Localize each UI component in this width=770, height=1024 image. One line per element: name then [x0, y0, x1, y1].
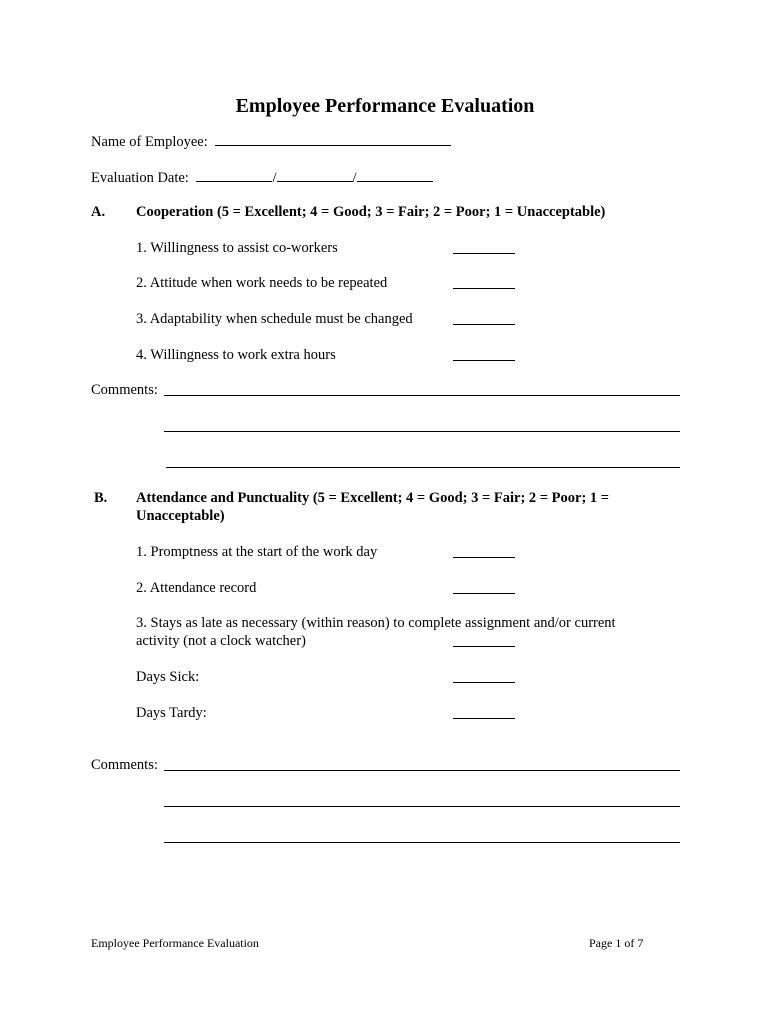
section-a-comments-line[interactable] [166, 467, 680, 468]
section-a-score-field[interactable] [453, 360, 515, 361]
date-year-field[interactable] [357, 167, 433, 182]
section-a-score-field[interactable] [453, 253, 515, 254]
section-a-letter: A. [91, 204, 106, 220]
section-a-item: 2. Attitude when work needs to be repeated [136, 275, 388, 291]
section-a-item: 4. Willingness to work extra hours [136, 347, 336, 363]
section-a-score-field[interactable] [453, 324, 515, 325]
section-b-comments-line[interactable] [164, 806, 680, 807]
evaluation-date-label: Evaluation Date: [91, 170, 189, 186]
section-a-score-field[interactable] [453, 288, 515, 289]
section-a-heading: Cooperation (5 = Excellent; 4 = Good; 3 = Fair; 2 = Poor; 1 = Unacceptable) [136, 204, 606, 220]
section-b-score-field[interactable] [453, 593, 515, 594]
page-title: Employee Performance Evaluation [235, 95, 535, 117]
section-b-heading: Attendance and Punctuality (5 = Excellent; 4 = Good; 3 = Fair; 2 = Poor; 1 = Unacceptable) [136, 490, 610, 524]
section-a-item: 1. Willingness to assist co-workers [136, 240, 338, 256]
section-b-item: 3. Stays as late as necessary (within reason) to complete assignment and/or current activity (not a clock watcher) [136, 615, 616, 649]
date-separator: / [352, 170, 357, 186]
days-tardy-label: Days Tardy: [136, 705, 207, 721]
section-b-comments-line[interactable] [164, 770, 680, 771]
section-b-comments-label: Comments: [91, 757, 158, 773]
section-b-letter: B. [94, 490, 108, 506]
date-day-field[interactable] [277, 167, 353, 182]
days-tardy-field[interactable] [453, 718, 515, 719]
date-month-field[interactable] [196, 167, 272, 182]
employee-name-field[interactable] [215, 131, 451, 146]
section-b-comments-line[interactable] [164, 842, 680, 843]
section-b-item: 2. Attendance record [136, 580, 257, 596]
section-a-comments-line[interactable] [164, 431, 680, 432]
employee-name-label: Name of Employee: [91, 134, 208, 150]
section-b-score-field[interactable] [453, 557, 515, 558]
days-sick-label: Days Sick: [136, 669, 200, 685]
section-a-item: 3. Adaptability when schedule must be changed [136, 311, 413, 327]
section-b-item: 1. Promptness at the start of the work day [136, 544, 378, 560]
section-a-comments-label: Comments: [91, 382, 158, 398]
evaluation-date-row [91, 167, 433, 187]
employee-name-row [91, 131, 451, 151]
days-sick-field[interactable] [453, 682, 515, 683]
date-separator: / [272, 170, 277, 186]
section-b-score-field[interactable] [453, 646, 515, 647]
footer-title: Employee Performance Evaluation [91, 936, 259, 950]
section-a-comments-line[interactable] [164, 395, 680, 396]
page-number: Page 1 of 7 [589, 936, 644, 950]
